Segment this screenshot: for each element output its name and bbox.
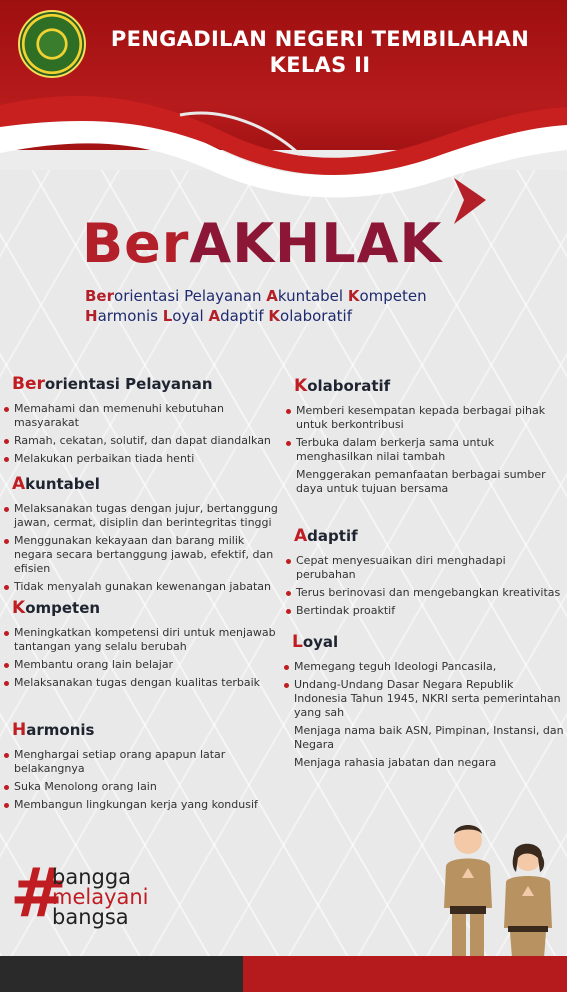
chevron-icon xyxy=(450,176,490,226)
title-line-1: PENGADILAN NEGERI TEMBILAHAN xyxy=(110,27,530,51)
tagline-initial: Ber xyxy=(85,287,115,305)
page-title xyxy=(90,26,550,78)
section-kompeten xyxy=(4,598,282,694)
section-akuntabel xyxy=(4,474,282,598)
tagline-initial: L xyxy=(162,307,173,325)
hash-icon: # xyxy=(10,854,67,933)
tagline-word: kuntabel xyxy=(277,287,348,305)
tagline-initial: H xyxy=(85,307,98,325)
section-initial: K xyxy=(12,598,26,618)
list-item: Menggerakan pemanfaatan berbagai sumber daya untuk tujuan bersama xyxy=(296,468,546,495)
section-initial: L xyxy=(292,632,303,652)
list-item: Melakukan perbaikan tiada henti xyxy=(4,452,286,466)
section-title-rest: kuntabel xyxy=(25,475,100,493)
civil-servants-illustration xyxy=(432,818,562,958)
section-title xyxy=(284,632,564,652)
hashtag-word-1: bangga xyxy=(52,865,132,889)
berakhlak-logo xyxy=(82,212,442,275)
tagline-word: orientasi Pelayanan xyxy=(114,287,267,305)
list-item: Bertindak proaktif xyxy=(286,604,562,618)
section-title-rest: daptif xyxy=(307,527,358,545)
list-item: Menggunakan kekayaan dan barang milik negara secara bertanggung jawab, efektif, dan efisien xyxy=(4,534,282,576)
tagline-word: oyal xyxy=(172,307,209,325)
hashtag-word-3: bangsa xyxy=(52,905,129,929)
footer-bar-dark xyxy=(0,956,243,992)
section-initial: Ber xyxy=(12,374,45,394)
tagline-line-2 xyxy=(85,306,427,326)
section-title xyxy=(286,376,562,396)
list-item: Terus berinovasi dan mengebangkan kreativitas xyxy=(286,586,562,600)
list-item: Memberi kesempatan kepada berbagai pihak untuk berkontribusi xyxy=(286,404,562,432)
list-item: Undang-Undang Dasar Negara Republik Indonesia Tahun 1945, NKRI serta pemerintahan yang sah xyxy=(284,678,564,720)
section-title xyxy=(4,720,282,740)
tagline-word: ompeten xyxy=(359,287,427,305)
tagline xyxy=(85,286,427,326)
section-berorientasi-pelayanan xyxy=(4,374,286,470)
footer-bar-red xyxy=(243,956,567,992)
section-loyal xyxy=(284,632,564,774)
section-title-rest: olaboratif xyxy=(307,377,391,395)
section-adaptif xyxy=(286,526,562,622)
list-item: Membangun lingkungan kerja yang kondusif xyxy=(4,798,282,812)
section-initial: H xyxy=(12,720,27,740)
list-item: Melaksanakan tugas dengan jujur, bertanggung jawan, cermat, disiplin dan berintegritas tinggi xyxy=(4,502,282,530)
list-item: Meningkatkan kompetensi diri untuk menjawab tantangan yang selalu berubah xyxy=(4,626,282,654)
section-title xyxy=(286,526,562,546)
section-initial: A xyxy=(294,526,308,546)
section-title-rest: armonis xyxy=(26,721,95,739)
tagline-word: armonis xyxy=(97,307,163,325)
section-initial: K xyxy=(294,376,308,396)
list-item: Suka Menolong orang lain xyxy=(4,780,282,794)
section-title xyxy=(4,374,286,394)
list-item: Tidak menyalah gunakan kewenangan jabatan xyxy=(4,580,282,594)
section-title-rest: ompeten xyxy=(25,599,101,617)
title-line-2: KELAS II xyxy=(269,53,371,77)
section-harmonis xyxy=(4,720,282,816)
tagline-initial: A xyxy=(266,287,278,305)
list-item: Membantu orang lain belajar xyxy=(4,658,282,672)
section-title-rest: oyal xyxy=(302,633,339,651)
section-initial: A xyxy=(12,474,26,494)
list-item: Cepat menyesuaikan diri menghadapi perubahan xyxy=(286,554,562,582)
court-logo xyxy=(18,10,86,78)
tagline-line-1 xyxy=(85,286,427,306)
list-item: Melaksanakan tugas dengan kualitas terbaik xyxy=(4,676,282,690)
section-kolaboratif xyxy=(286,376,562,500)
tagline-initial: K xyxy=(347,287,360,305)
section-title xyxy=(4,474,282,494)
brand-main: AKHLAK xyxy=(189,212,443,275)
list-item: Menjaga rahasia jabatan dan negara xyxy=(294,756,497,769)
list-item: Memahami dan memenuhi kebutuhan masyarakat xyxy=(4,402,286,430)
list-item: Ramah, cekatan, solutif, dan dapat diandalkan xyxy=(4,434,286,448)
brand-prefix: Ber xyxy=(82,212,190,275)
list-item: Menghargai setiap orang apapun latar belakangnya xyxy=(4,748,282,776)
tagline-word: olaboratif xyxy=(280,307,352,325)
list-item: Menjaga nama baik ASN, Pimpinan, Instansi, dan Negara xyxy=(294,724,564,751)
section-title xyxy=(4,598,282,618)
list-item: Terbuka dalam berkerja sama untuk menghasilkan nilai tambah xyxy=(286,436,562,464)
section-title-rest: orientasi Pelayanan xyxy=(44,375,213,393)
list-item: Memegang teguh Ideologi Pancasila, xyxy=(284,660,564,674)
tagline-initial: K xyxy=(268,307,281,325)
hashtag-word-2: melayani xyxy=(52,885,149,909)
hashtag-bangga-melayani-bangsa xyxy=(10,854,160,933)
tagline-initial: A xyxy=(208,307,221,325)
tagline-word: daptif xyxy=(220,307,269,325)
